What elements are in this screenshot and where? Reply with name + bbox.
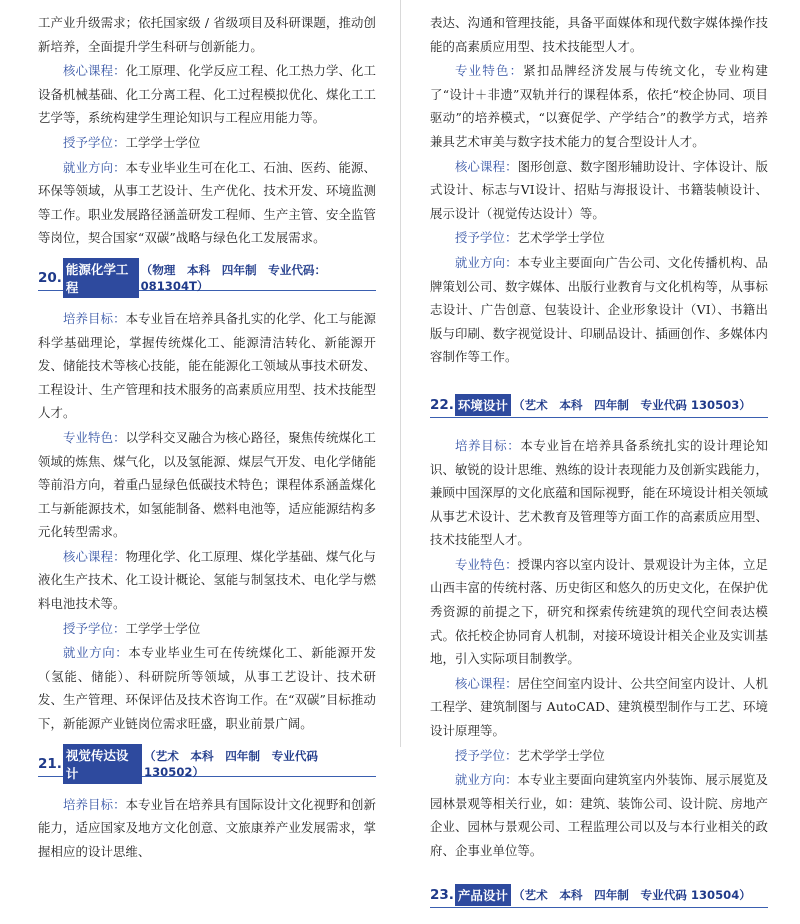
section-number: 21. (38, 755, 62, 772)
major-name: 视觉传达设计 (63, 744, 142, 784)
core-courses-label: 核心课程： (455, 158, 518, 174)
goal-text: 本专业旨在培养具备系统扎实的设计理论知识、敏锐的设计思维、熟练的设计表现能力及创新实践能力，兼顾中国深厚的文化底蕴和国际视野，能在环境设计相关领域从事艺术设计、艺术教育及管理等方面工作的高素质应用型、技术技能型人才。 (430, 437, 768, 548)
career-text: 本专业主要面向广告公司、文化传播机构、品牌策划公司、数字媒体、出版行业教育与文化机构等，从事标志设计、广告创意、包装设计、企业形象设计（VI）、书籍出版与印刷、数字视觉设计、印刷品设计、插画创作、多媒体内容制作等工作。 (430, 254, 769, 365)
feature-label: 专业特色： (455, 63, 524, 79)
goal-label: 培养目标： (63, 796, 126, 812)
core-courses-text: 居住空间室内设计、公共空间室内设计、人机工程学、建筑制图与 AutoCAD、建筑模型制作与工艺、环境设计原理等。 (430, 675, 769, 739)
career-text: 本专业主要面向建筑室内外装饰、展示展览及园林景观等相关行业，如：建筑、装饰公司、设计院、房地产企业、园林与景观公司、工程监理公司以及与本行业相关的政府、企事业单位等。 (430, 772, 769, 858)
feature-label: 专业特色： (455, 556, 518, 572)
career-text: 本专业毕业生可在传统煤化工、新能源开发（氢能、储能）、科研院所等领域，从事工艺设计、技术研发、生产管理、环保评估及技术咨询工作。在“双碳”目标推动下，新能源产业链岗位需求旺盛，职业前景广阔。 (38, 645, 376, 732)
major-info: （物理 本科 四年制 专业代码：081304T） (140, 262, 327, 293)
degree-label: 授予学位： (63, 134, 126, 150)
section-heading-23 (430, 883, 768, 908)
career-paragraph (430, 251, 768, 369)
feature-paragraph (38, 426, 376, 544)
feature-label: 专业特色： (63, 429, 126, 445)
core-courses-label: 核心课程： (63, 548, 126, 564)
major-info: （艺术 本科 四年制 专业代码 130502） (144, 748, 318, 779)
core-courses-paragraph (430, 672, 768, 743)
degree-text: 艺术学学士学位 (517, 230, 605, 246)
major-name: 环境设计 (455, 394, 511, 416)
degree-label: 授予学位： (455, 747, 518, 763)
degree-text: 工学学士学位 (125, 620, 201, 636)
degree-paragraph (430, 744, 768, 768)
goal-text: 本专业旨在培养具有国际设计文化视野和创新能力，适应国家及地方文化创意、文旅康养产业发展需求，掌握相应的设计思维、 (38, 796, 377, 859)
core-courses-text: 化工原理、化学反应工程、化工热力学、化工设备机械基础、化工分离工程、化工过程模拟优化、煤化工工艺学等，系统构建学生理论知识与工程应用能力等。 (38, 63, 377, 126)
feature-text: 授课内容以室内设计、景观设计为主体，立足山西丰富的传统村落、历史街区和悠久的历史文化，在保护优秀资源的前提之下，研究和探索传统建筑的现代空间表达模式。依托校企协同育人机制，对接环境设计相关企业及实训基地，引入实际项目制教学。 (430, 556, 769, 667)
degree-paragraph (38, 131, 376, 155)
career-label: 就业方向： (455, 772, 518, 788)
feature-paragraph (430, 59, 768, 153)
core-courses-paragraph (38, 59, 376, 130)
degree-paragraph (430, 226, 768, 250)
degree-paragraph (38, 617, 376, 641)
core-courses-paragraph (430, 155, 768, 226)
career-label: 就业方向： (63, 645, 129, 661)
column-divider (400, 0, 401, 747)
goal-label: 培养目标： (63, 310, 126, 326)
career-paragraph (38, 156, 376, 250)
core-courses-paragraph (38, 545, 376, 616)
major-name: 能源化学工程 (63, 258, 139, 298)
core-courses-text: 图形创意、数字图形辅助设计、字体设计、版式设计、标志与VI设计、招贴与海报设计、书籍装帧设计、展示设计（视觉传达设计）等。 (430, 158, 769, 221)
major-info: （艺术 本科 四年制 专业代码 130503） (512, 397, 751, 412)
career-text: 本专业毕业生可在化工、石油、医药、能源、环保等领域，从事工艺设计、生产优化、技术开发、环境监测等工作。职业发展路径涵盖研发工程师、生产主管、安全监管等岗位，契合国家“双碳”战略与绿色化工发展需求。 (38, 159, 377, 246)
goal-paragraph (38, 307, 376, 425)
career-paragraph (430, 768, 768, 862)
goal-paragraph (430, 434, 768, 552)
section-number: 23. (430, 886, 454, 903)
degree-text: 艺术学学士学位 (517, 747, 605, 763)
core-courses-text: 物理化学、化工原理、煤化学基础、煤气化与液化生产技术、化工设计概论、氢能与制氢技术、电化学与燃料电池技术等。 (38, 548, 377, 612)
feature-paragraph (430, 553, 768, 671)
degree-label: 授予学位： (63, 620, 126, 636)
section-heading-20 (38, 261, 376, 295)
feature-text: 以学科交叉融合为核心路径，聚焦传统煤化工领域的炼焦、煤气化，以及氢能源、煤层气开发、电化学储能等前沿方向，着重凸显绿色低碳技术特色；课程体系涵盖煤化工与新能源技术，如氢能制备、燃料电池等，适应能源结构多元化转型需求。 (38, 429, 377, 540)
career-label: 就业方向： (455, 254, 518, 270)
major-info: （艺术 本科 四年制 专业代码 130504） (512, 887, 751, 902)
goal-text: 本专业旨在培养具备扎实的化学、化工与能源科学基础理论，掌握传统煤化工、能源清洁转化、新能源开发、储能技术等核心技能，能在能源化工领域从事技术研发、工程设计、生产管理和技术服务的高素质应用型、技术技能型人才。 (38, 310, 377, 421)
goal-paragraph (38, 793, 376, 864)
degree-label: 授予学位： (455, 230, 518, 246)
left-column (38, 11, 376, 863)
section-number: 22. (430, 396, 454, 413)
degree-text: 工学学士学位 (125, 134, 201, 150)
paragraph-continued: 表达、沟通和管理技能，具备平面媒体和现代数字媒体操作技能的高素质应用型、技术技能型人才。 (430, 15, 768, 54)
feature-text: 紧扣品牌经济发展与传统文化，专业构建了“设计＋非遗”双轨并行的课程体系，依托“校企协同、项目驱动”的培养模式，“以赛促学、产学结合”的教学方式，培养兼具艺术审美与数字技术能力的复合型设计人才。 (430, 63, 768, 149)
section-heading-22 (430, 393, 768, 418)
major-name: 产品设计 (455, 884, 511, 906)
core-courses-label: 核心课程： (63, 63, 126, 79)
career-paragraph (38, 641, 376, 735)
paragraph-continued: 工产业升级需求；依托国家级 / 省级项目及科研课题，推动创新培养，全面提升学生科研与创新能力。 (38, 15, 376, 54)
right-column (430, 11, 768, 924)
section-heading-21 (38, 747, 376, 781)
goal-label: 培养目标： (455, 437, 521, 453)
career-label: 就业方向： (63, 159, 126, 175)
section-number: 20. (38, 269, 62, 286)
core-courses-label: 核心课程： (455, 675, 518, 691)
